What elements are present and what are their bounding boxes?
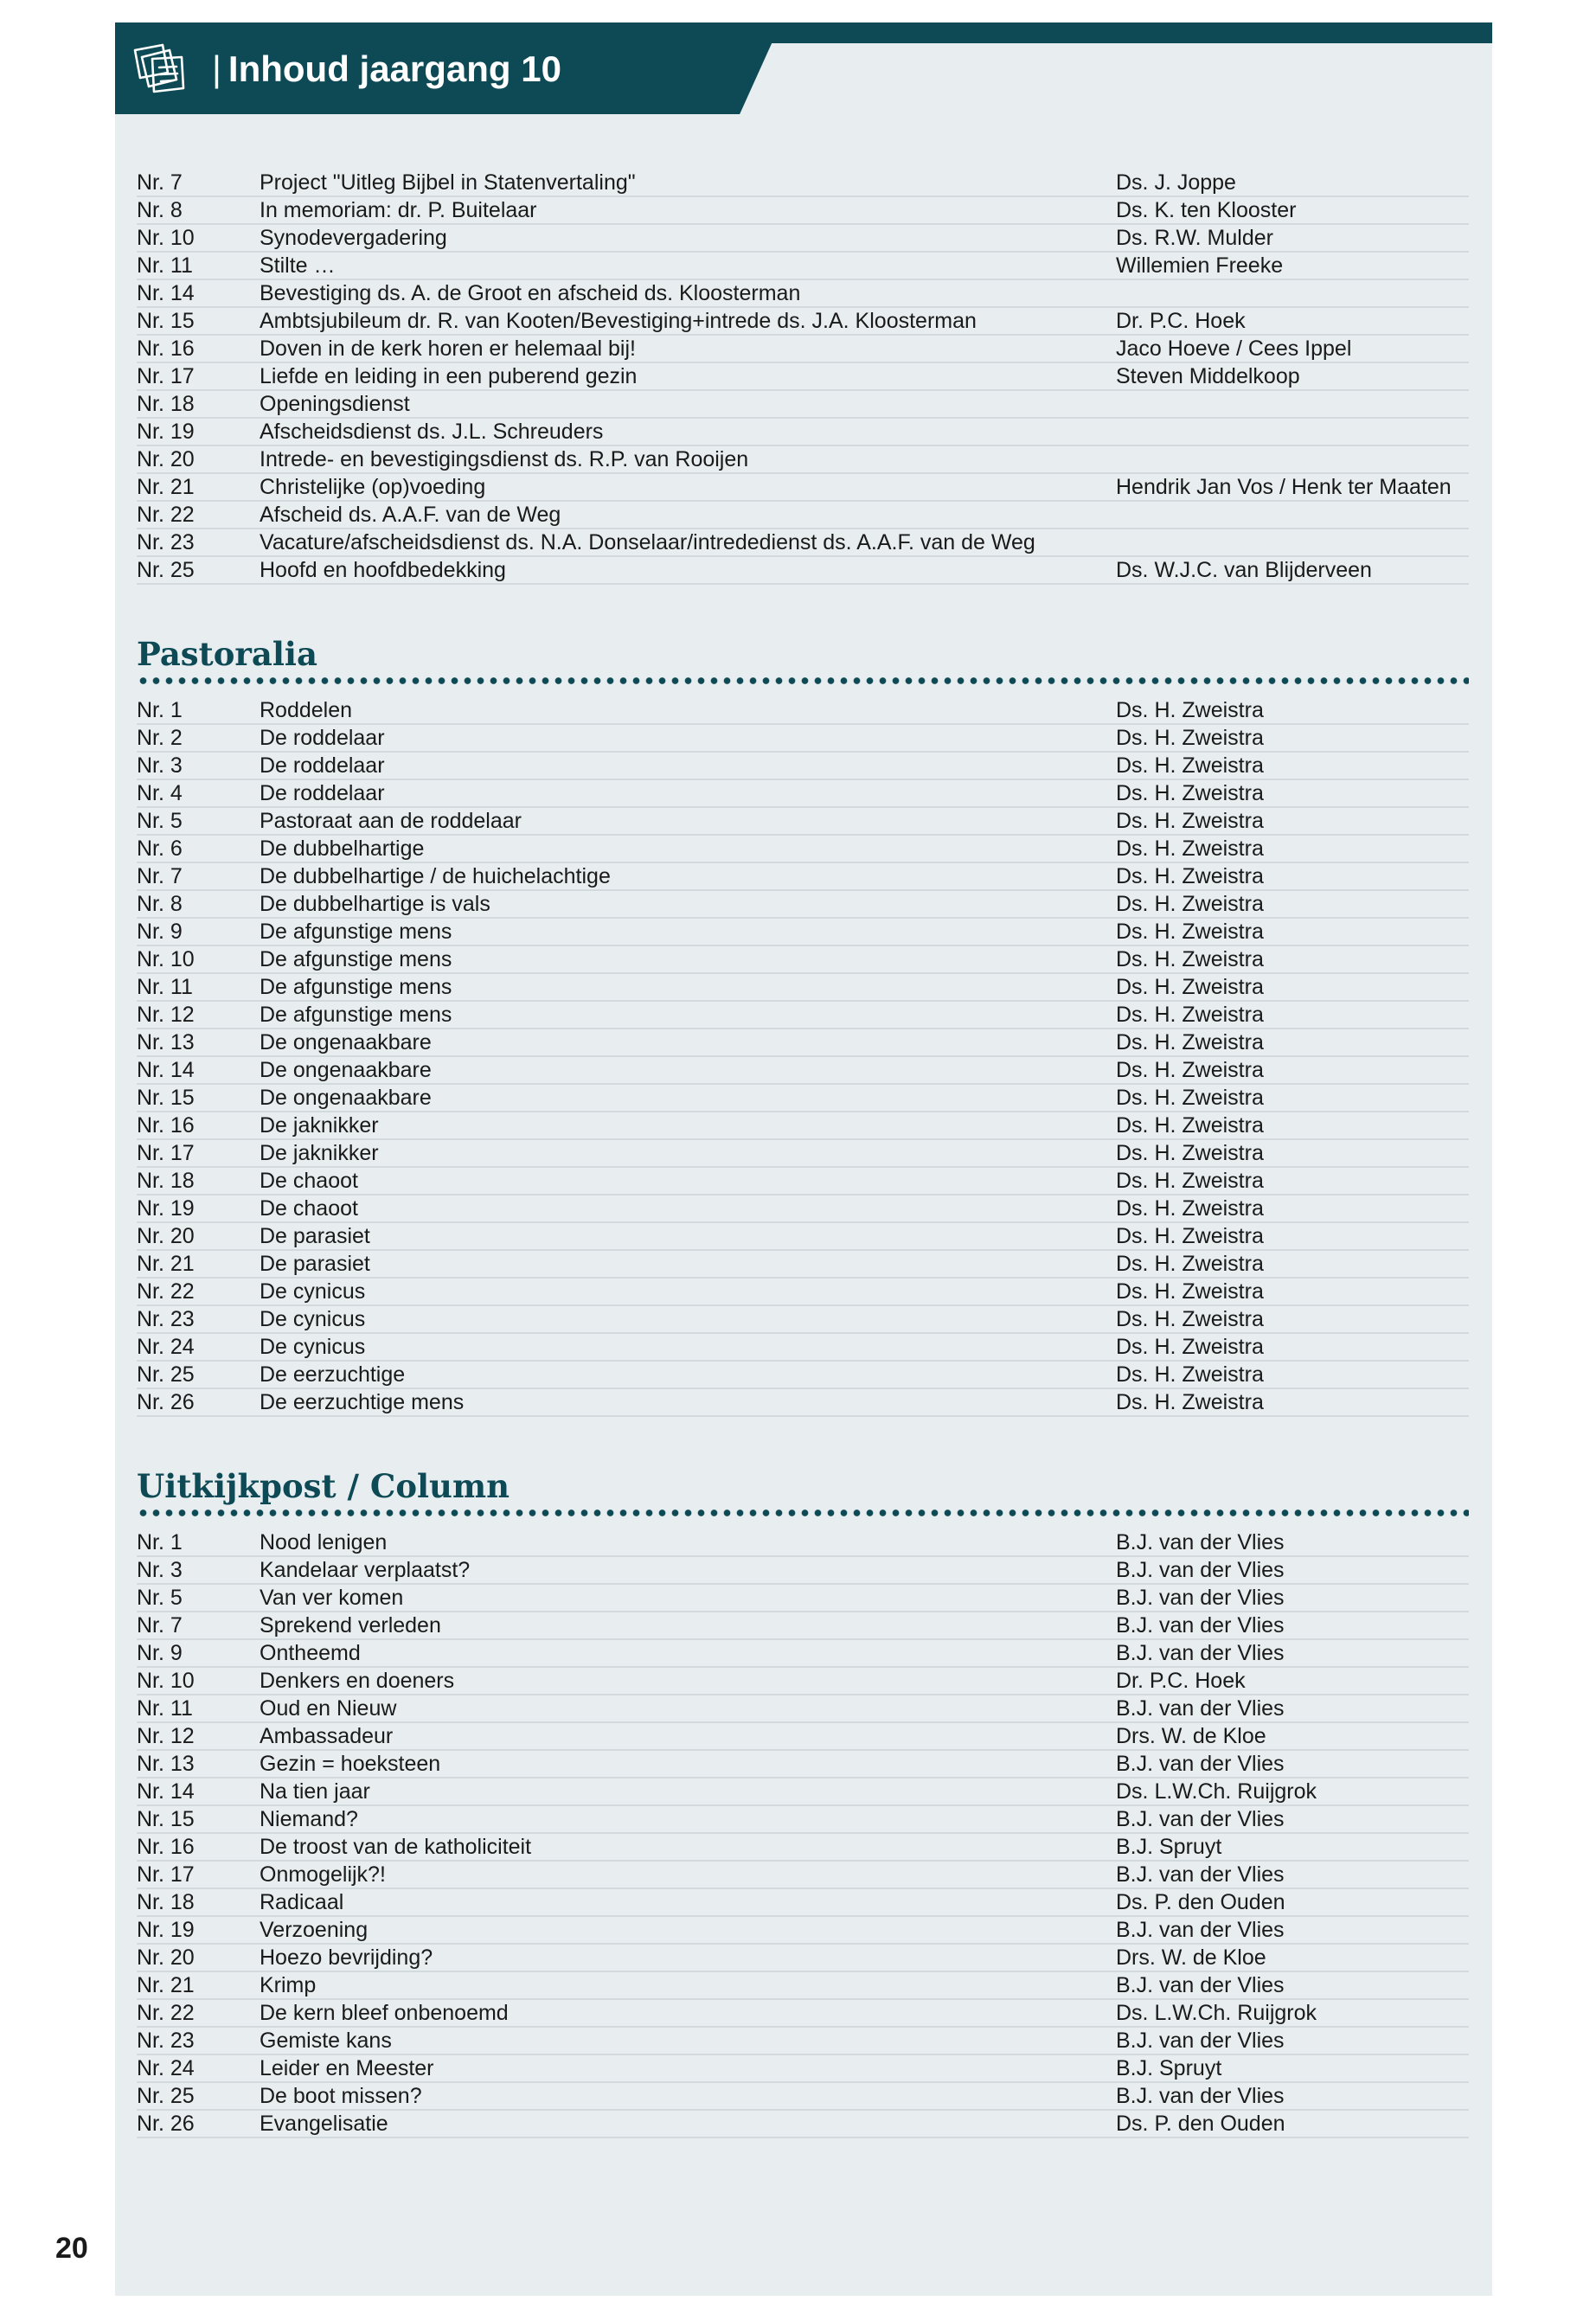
toc-author: Hendrik Jan Vos / Henk ter Maaten [1116, 475, 1452, 499]
toc-title: De afgunstige mens [260, 947, 452, 971]
toc-row [137, 391, 1469, 419]
toc-author: Ds. J. Joppe [1116, 170, 1236, 195]
toc-row [137, 197, 1469, 225]
toc-author: Ds. H. Zweistra [1116, 1362, 1264, 1387]
toc-author: Ds. H. Zweistra [1116, 892, 1264, 916]
toc-number: Nr. 15 [137, 309, 195, 333]
toc-title: Nood lenigen [260, 1530, 388, 1554]
toc-author: Ds. P. den Ouden [1116, 1890, 1285, 1914]
toc-author [1116, 446, 1469, 472]
toc-number: Nr. 15 [137, 1807, 195, 1831]
toc-title: De chaoot [260, 1196, 358, 1221]
toc-title: Kandelaar verplaatst? [260, 1558, 471, 1582]
toc-author: Ds. H. Zweistra [1116, 947, 1264, 971]
toc-author: Ds. H. Zweistra [1116, 1030, 1264, 1054]
toc-row [137, 1251, 1469, 1279]
toc-row [137, 170, 1469, 197]
toc-row [137, 1834, 1469, 1862]
toc-number: Nr. 18 [137, 392, 195, 416]
toc-author: Ds. H. Zweistra [1116, 1113, 1264, 1138]
toc-row [137, 1334, 1469, 1362]
toc-row [137, 1389, 1469, 1417]
dotted-divider [137, 676, 1469, 685]
toc-row [137, 1862, 1469, 1889]
toc-title: Van ver komen [260, 1586, 404, 1610]
toc-row [137, 253, 1469, 280]
toc-row [137, 753, 1469, 780]
toc-author: B.J. van der Vlies [1116, 1558, 1285, 1582]
toc-author: B.J. van der Vlies [1116, 1641, 1285, 1665]
toc-number: Nr. 16 [137, 336, 195, 361]
toc-number: Nr. 14 [137, 1779, 195, 1804]
toc-number: Nr. 26 [137, 2112, 195, 2136]
toc-row [137, 1362, 1469, 1389]
toc-title: Doven in de kerk horen er helemaal bij! [260, 336, 636, 361]
toc-number: Nr. 1 [137, 1530, 183, 1554]
toc-number: Nr. 15 [137, 1086, 195, 1110]
toc-row [137, 780, 1469, 808]
toc-number: Nr. 8 [137, 198, 183, 222]
toc-number: Nr. 19 [137, 1918, 195, 1942]
toc-author: Ds. L.W.Ch. Ruijgrok [1116, 1779, 1317, 1804]
toc-row [137, 1223, 1469, 1251]
toc-number: Nr. 22 [137, 2001, 195, 2025]
toc-author: B.J. Spruyt [1116, 2056, 1222, 2080]
toc-author: Ds. H. Zweistra [1116, 726, 1264, 750]
toc-author: Drs. W. de Kloe [1116, 1724, 1266, 1748]
toc-title: De eerzuchtige mens [260, 1390, 465, 1414]
toc-title: De ongenaakbare [260, 1030, 432, 1054]
toc-row [137, 1612, 1469, 1640]
toc-author: Ds. H. Zweistra [1116, 1086, 1264, 1110]
intro-list [137, 170, 1469, 585]
toc-row [137, 891, 1469, 919]
toc-author [1116, 391, 1469, 417]
toc-title: De roddelaar [260, 781, 385, 805]
toc-number: Nr. 10 [137, 226, 195, 250]
toc-number: Nr. 12 [137, 1003, 195, 1027]
toc-number: Nr. 22 [137, 503, 195, 527]
toc-number: Nr. 24 [137, 2056, 195, 2080]
toc-number: Nr. 12 [137, 1724, 195, 1748]
toc-author: Ds. H. Zweistra [1116, 781, 1264, 805]
pastoralia-list [137, 697, 1469, 1417]
toc-row [137, 2111, 1469, 2138]
toc-number: Nr. 11 [137, 1696, 193, 1721]
toc-title: Sprekend verleden [260, 1613, 441, 1638]
toc-number: Nr. 7 [137, 1613, 183, 1638]
toc-title: In memoriam: dr. P. Buitelaar [260, 198, 537, 222]
toc-title: Intrede- en bevestigingsdienst ds. R.P. van Rooijen [260, 447, 749, 471]
toc-row [137, 863, 1469, 891]
toc-number: Nr. 5 [137, 1586, 183, 1610]
toc-title: Openingsdienst [260, 392, 410, 416]
toc-title: De cynicus [260, 1335, 366, 1359]
toc-title: Liefde en leiding in een puberend gezin [260, 364, 638, 388]
toc-title: De boot missen? [260, 2084, 422, 2108]
toc-author: Ds. H. Zweistra [1116, 1141, 1264, 1165]
toc-title: Leider en Meester [260, 2056, 434, 2080]
toc-author: Ds. R.W. Mulder [1116, 226, 1273, 250]
toc-title: De afgunstige mens [260, 1003, 452, 1027]
toc-number: Nr. 4 [137, 781, 183, 805]
toc-author: Ds. H. Zweistra [1116, 920, 1264, 944]
toc-title: Project "Uitleg Bijbel in Statenvertaling" [260, 170, 636, 195]
toc-title: Synodevergadering [260, 226, 447, 250]
toc-row [137, 502, 1469, 529]
documents-icon [128, 38, 190, 99]
toc-author: Ds. H. Zweistra [1116, 1224, 1264, 1248]
toc-row [137, 1195, 1469, 1223]
toc-title: Pastoraat aan de roddelaar [260, 809, 522, 833]
toc-title: Vacature/afscheidsdienst ds. N.A. Donselaar/intrededienst ds. A.A.F. van de Weg [260, 530, 1035, 554]
toc-author: B.J. van der Vlies [1116, 2084, 1285, 2108]
toc-author: Ds. H. Zweistra [1116, 753, 1264, 778]
toc-row [137, 1529, 1469, 1557]
toc-author: B.J. van der Vlies [1116, 2029, 1285, 2053]
toc-number: Nr. 11 [137, 975, 193, 999]
toc-author: Ds. P. den Ouden [1116, 2112, 1285, 2136]
toc-title: Gezin = hoeksteen [260, 1752, 441, 1776]
toc-number: Nr. 13 [137, 1752, 195, 1776]
toc-number: Nr. 21 [137, 1252, 195, 1276]
toc-title: Gemiste kans [260, 2029, 392, 2053]
toc-title: De cynicus [260, 1279, 366, 1304]
toc-number: Nr. 8 [137, 892, 183, 916]
toc-row [137, 2083, 1469, 2111]
toc-row [137, 946, 1469, 974]
toc-row [137, 1057, 1469, 1085]
toc-row [137, 1723, 1469, 1751]
toc-content [137, 170, 1469, 2138]
page-number: 20 [55, 2232, 88, 2265]
toc-row [137, 1806, 1469, 1834]
toc-title: Ontheemd [260, 1641, 361, 1665]
toc-row [137, 1306, 1469, 1334]
toc-number: Nr. 22 [137, 1279, 195, 1304]
toc-number: Nr. 2 [137, 726, 183, 750]
toc-row [137, 1972, 1469, 2000]
toc-author: Ds. H. Zweistra [1116, 836, 1264, 861]
toc-row [137, 1779, 1469, 1806]
toc-title: Niemand? [260, 1807, 358, 1831]
toc-author [1116, 280, 1469, 306]
toc-author: B.J. van der Vlies [1116, 1973, 1285, 1997]
toc-row [137, 474, 1469, 502]
toc-number: Nr. 23 [137, 2029, 195, 2053]
dotted-divider [137, 1509, 1469, 1517]
toc-row [137, 1945, 1469, 1972]
uitkijkpost-list [137, 1529, 1469, 2138]
toc-row [137, 697, 1469, 725]
toc-title: De roddelaar [260, 726, 385, 750]
toc-author [1116, 529, 1469, 555]
toc-title: Bevestiging ds. A. de Groot en afscheid ds. Kloosterman [260, 281, 801, 305]
toc-number: Nr. 25 [137, 2084, 195, 2108]
page-title [212, 43, 561, 95]
toc-number: Nr. 9 [137, 1641, 183, 1665]
toc-title: De parasiet [260, 1252, 370, 1276]
toc-author: Ds. H. Zweistra [1116, 1196, 1264, 1221]
toc-row [137, 1140, 1469, 1168]
toc-author: B.J. Spruyt [1116, 1835, 1222, 1859]
toc-number: Nr. 20 [137, 447, 195, 471]
toc-author: Ds. H. Zweistra [1116, 1003, 1264, 1027]
toc-row [137, 1168, 1469, 1195]
toc-title: Evangelisatie [260, 2112, 388, 2136]
toc-number: Nr. 16 [137, 1113, 195, 1138]
toc-title: Afscheid ds. A.A.F. van de Weg [260, 503, 561, 527]
toc-number: Nr. 26 [137, 1390, 195, 1414]
toc-author: Ds. H. Zweistra [1116, 1307, 1264, 1331]
toc-title: De troost van de katholiciteit [260, 1835, 532, 1859]
toc-title: De dubbelhartige [260, 836, 425, 861]
toc-title: Christelijke (op)voeding [260, 475, 486, 499]
toc-number: Nr. 14 [137, 281, 195, 305]
toc-row [137, 308, 1469, 336]
toc-title: Stilte … [260, 253, 336, 278]
toc-number: Nr. 10 [137, 1669, 195, 1693]
toc-title: De jaknikker [260, 1113, 379, 1138]
toc-author [1116, 419, 1469, 445]
toc-number: Nr. 20 [137, 1224, 195, 1248]
toc-number: Nr. 24 [137, 1335, 195, 1359]
toc-number: Nr. 11 [137, 253, 193, 278]
toc-title: Verzoening [260, 1918, 369, 1942]
toc-title: Na tien jaar [260, 1779, 370, 1804]
toc-row [137, 1557, 1469, 1585]
toc-row [137, 725, 1469, 753]
toc-number: Nr. 18 [137, 1890, 195, 1914]
toc-number: Nr. 19 [137, 420, 195, 444]
toc-row [137, 1889, 1469, 1917]
toc-row [137, 1917, 1469, 1945]
toc-row [137, 1585, 1469, 1612]
toc-row [137, 2000, 1469, 2028]
toc-author: Ds. W.J.C. van Blijderveen [1116, 558, 1372, 582]
toc-title: Ambassadeur [260, 1724, 394, 1748]
toc-title: De afgunstige mens [260, 975, 452, 999]
toc-title: Hoofd en hoofdbedekking [260, 558, 506, 582]
toc-author: Ds. H. Zweistra [1116, 698, 1264, 722]
toc-row [137, 2055, 1469, 2083]
toc-author: Ds. H. Zweistra [1116, 1390, 1264, 1414]
toc-author: B.J. van der Vlies [1116, 1752, 1285, 1776]
toc-number: Nr. 10 [137, 947, 195, 971]
toc-row [137, 529, 1469, 557]
toc-row [137, 1112, 1469, 1140]
toc-number: Nr. 21 [137, 475, 195, 499]
toc-title: De cynicus [260, 1307, 366, 1331]
toc-number: Nr. 7 [137, 864, 183, 888]
toc-row [137, 1640, 1469, 1668]
toc-title: De roddelaar [260, 753, 385, 778]
toc-number: Nr. 19 [137, 1196, 195, 1221]
toc-author: Dr. P.C. Hoek [1116, 309, 1246, 333]
toc-author: Ds. H. Zweistra [1116, 975, 1264, 999]
title-separator: | [212, 48, 221, 89]
toc-author: Drs. W. de Kloe [1116, 1945, 1266, 1970]
toc-author [1116, 502, 1469, 528]
toc-row [137, 446, 1469, 474]
toc-title: Hoezo bevrijding? [260, 1945, 433, 1970]
toc-row [137, 419, 1469, 446]
section-heading-pastoralia: Pastoralia [137, 635, 317, 673]
toc-row [137, 1668, 1469, 1695]
toc-number: Nr. 14 [137, 1058, 195, 1082]
toc-number: Nr. 17 [137, 364, 195, 388]
toc-title: De eerzuchtige [260, 1362, 406, 1387]
page-title-text: Inhoud jaargang 10 [228, 48, 561, 89]
toc-title: De ongenaakbare [260, 1058, 432, 1082]
toc-title: Denkers en doeners [260, 1669, 455, 1693]
toc-number: Nr. 25 [137, 558, 195, 582]
toc-row [137, 836, 1469, 863]
toc-row [137, 557, 1469, 585]
toc-title: Radicaal [260, 1890, 344, 1914]
toc-row [137, 1279, 1469, 1306]
toc-row [137, 363, 1469, 391]
toc-number: Nr. 23 [137, 1307, 195, 1331]
toc-title: Krimp [260, 1973, 317, 1997]
toc-number: Nr. 9 [137, 920, 183, 944]
toc-title: De afgunstige mens [260, 920, 452, 944]
toc-title: De ongenaakbare [260, 1086, 432, 1110]
toc-author: Willemien Freeke [1116, 253, 1284, 278]
toc-title: Roddelen [260, 698, 353, 722]
toc-title: De dubbelhartige / de huichelachtige [260, 864, 611, 888]
toc-row [137, 1751, 1469, 1779]
toc-row [137, 1029, 1469, 1057]
toc-number: Nr. 1 [137, 698, 183, 722]
toc-title: De parasiet [260, 1224, 370, 1248]
toc-author: B.J. van der Vlies [1116, 1862, 1285, 1887]
toc-author: Ds. H. Zweistra [1116, 1169, 1264, 1193]
toc-author: Ds. K. ten Klooster [1116, 198, 1297, 222]
toc-author: Ds. H. Zweistra [1116, 1252, 1264, 1276]
toc-title: De kern bleef onbenoemd [260, 2001, 509, 2025]
toc-number: Nr. 21 [137, 1973, 195, 1997]
toc-number: Nr. 16 [137, 1835, 195, 1859]
toc-title: Ambtsjubileum dr. R. van Kooten/Bevestiging+intrede ds. J.A. Kloosterman [260, 309, 977, 333]
toc-row [137, 974, 1469, 1002]
toc-author: Jaco Hoeve / Cees Ippel [1116, 336, 1352, 361]
toc-number: Nr. 25 [137, 1362, 195, 1387]
toc-author: Ds. H. Zweistra [1116, 809, 1264, 833]
toc-author: Ds. H. Zweistra [1116, 864, 1264, 888]
toc-author: B.J. van der Vlies [1116, 1530, 1285, 1554]
toc-author: Ds. L.W.Ch. Ruijgrok [1116, 2001, 1317, 2025]
toc-row [137, 2028, 1469, 2055]
toc-number: Nr. 7 [137, 170, 183, 195]
toc-row [137, 1695, 1469, 1723]
toc-title: De jaknikker [260, 1141, 379, 1165]
toc-title: Oud en Nieuw [260, 1696, 397, 1721]
toc-number: Nr. 17 [137, 1141, 195, 1165]
section-heading-uitkijkpost: Uitkijkpost / Column [137, 1467, 510, 1505]
toc-number: Nr. 17 [137, 1862, 195, 1887]
toc-author: Ds. H. Zweistra [1116, 1058, 1264, 1082]
toc-row [137, 808, 1469, 836]
toc-row [137, 280, 1469, 308]
toc-author: B.J. van der Vlies [1116, 1613, 1285, 1638]
toc-title: De dubbelhartige is vals [260, 892, 490, 916]
toc-row [137, 225, 1469, 253]
toc-row [137, 1002, 1469, 1029]
toc-author: B.J. van der Vlies [1116, 1586, 1285, 1610]
toc-number: Nr. 23 [137, 530, 195, 554]
toc-title: Onmogelijk?! [260, 1862, 386, 1887]
toc-author: Steven Middelkoop [1116, 364, 1300, 388]
toc-title: De chaoot [260, 1169, 358, 1193]
toc-author: B.J. van der Vlies [1116, 1807, 1285, 1831]
toc-number: Nr. 20 [137, 1945, 195, 1970]
toc-author: Ds. H. Zweistra [1116, 1335, 1264, 1359]
toc-number: Nr. 18 [137, 1169, 195, 1193]
toc-author: Dr. P.C. Hoek [1116, 1669, 1246, 1693]
toc-author: B.J. van der Vlies [1116, 1918, 1285, 1942]
toc-row [137, 1085, 1469, 1112]
toc-number: Nr. 3 [137, 1558, 183, 1582]
toc-row [137, 919, 1469, 946]
toc-number: Nr. 5 [137, 809, 183, 833]
toc-title: Afscheidsdienst ds. J.L. Schreuders [260, 420, 604, 444]
toc-author: Ds. H. Zweistra [1116, 1279, 1264, 1304]
toc-row [137, 336, 1469, 363]
toc-number: Nr. 3 [137, 753, 183, 778]
toc-number: Nr. 6 [137, 836, 183, 861]
toc-number: Nr. 13 [137, 1030, 195, 1054]
toc-author: B.J. van der Vlies [1116, 1696, 1285, 1721]
